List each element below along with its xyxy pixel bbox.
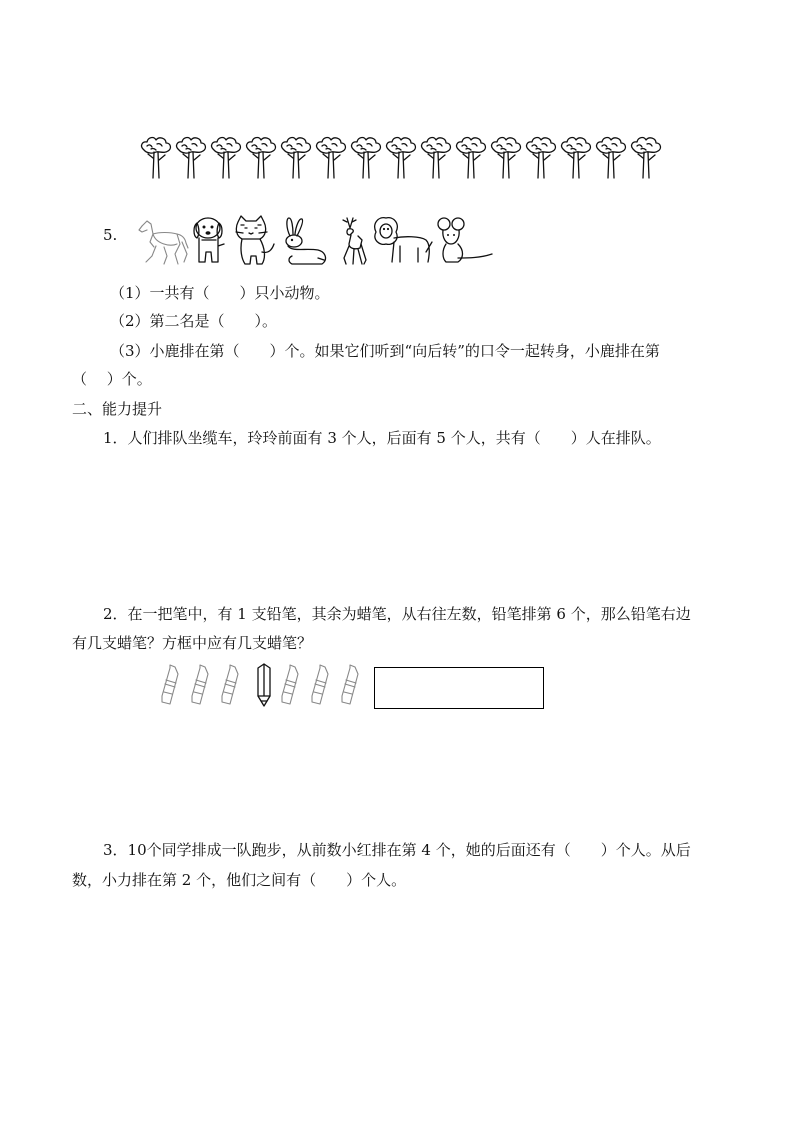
tree-icon [527, 138, 556, 178]
tree-icon [317, 138, 346, 178]
section-2-question-3-line-2: 数，小力排在第 2 个，他们之间有（ ）个人。 [72, 871, 407, 889]
horse-icon [139, 221, 188, 264]
question-5-number: 5. [103, 226, 118, 244]
dog-icon [194, 218, 224, 262]
cat-icon [236, 216, 274, 264]
tree-icon [352, 138, 381, 178]
crayon-icon [192, 665, 208, 704]
tree-icon [387, 138, 416, 178]
tree-icon [177, 138, 206, 178]
section-2-question-1: 1．人们排队坐缆车，玲玲前面有 3 个人，后面有 5 个人，共有（ ）人在排队。 [103, 429, 661, 447]
tree-icon [422, 138, 451, 178]
tree-icon [457, 138, 486, 178]
deer-icon [343, 218, 366, 264]
question-5-part-1: （1）一共有（ ）只小动物。 [110, 284, 330, 302]
answer-box[interactable] [374, 667, 544, 709]
crayon-icon [282, 665, 298, 704]
crayon-row [158, 662, 362, 710]
tree-icon [142, 138, 171, 178]
crayon-icon [162, 665, 178, 704]
tree-icon [492, 138, 521, 178]
question-5-part-2: （2）第二名是（ ）。 [110, 312, 278, 330]
rabbit-icon [286, 218, 325, 264]
section-heading: 二、能力提升 [72, 400, 163, 418]
tree-icon [282, 138, 311, 178]
tree-icon [247, 138, 276, 178]
pencil-icon [258, 664, 270, 706]
tree-icon [597, 138, 626, 178]
question-5-part-3-line-1: （3）小鹿排在第（ ）个。如果它们听到“向后转”的口令一起转身，小鹿排在第 [110, 342, 660, 360]
crayon-icon [222, 665, 238, 704]
section-2-question-2-line-1: 2．在一把笔中，有 1 支铅笔，其余为蜡笔，从右往左数，铅笔排第 6 个，那么铅笔右边 [103, 605, 691, 623]
crayon-icon [312, 665, 328, 704]
crayon-icon [342, 665, 358, 704]
section-2-question-2-line-2: 有几支蜡笔？方框中应有几支蜡笔？ [72, 634, 313, 652]
tree-icon [212, 138, 241, 178]
tree-row [138, 134, 662, 180]
tree-icon [562, 138, 591, 178]
animal-row [134, 214, 498, 270]
mouse-icon [438, 218, 492, 262]
section-2-question-3-line-1: 3．10个同学排成一队跑步，从前数小红排在第 4 个，她的后面还有（ ）个人。从后 [103, 841, 691, 859]
lion-icon [375, 218, 432, 262]
question-5-part-3-line-2: （ ）个。 [72, 370, 152, 388]
tree-icon [632, 138, 661, 178]
